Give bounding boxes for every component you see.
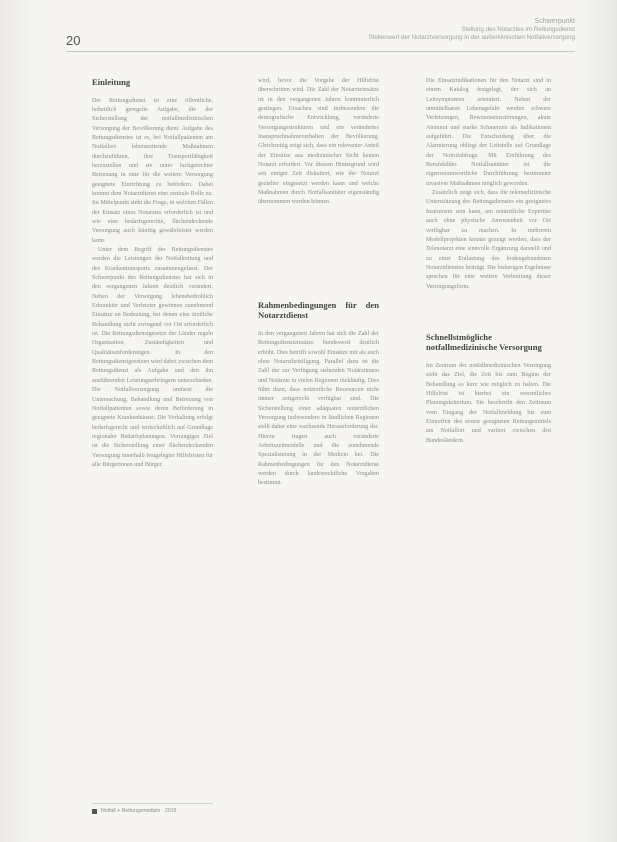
paragraph: Die Einsatzindikationen für den Notarzt sind in einem Katalog festgelegt, der sich an Leitsymptomen orientiert. Neben der unmittelbaren Lebensgefahr werden schwere Verletzungen, Bewusstseinsstörungen, akute Atemnot und starke Schmerzen als Indikationen aufgeführt. Die Entscheidung über die Alarmierung obliegt der Leitstelle auf Grundlage der Notrufabfrage. Mit Einführung des Berufsbildes Notfallsanitäter ist die eigenverantwortliche Durchführung bestimmter invasiver Maßnahmen möglich geworden. [426,78,551,187]
column-right [426,77,551,446]
footer-square-icon [92,809,97,814]
header-title-line1: Stellung des Notarztes im Rettungsdienst [461,26,575,33]
paragraph: Zusätzlich zeigt sich, dass die telemedizinische Unterstützung des Rettungsdienstes ein geeignetes Instrument sein kann, um notärztliche Expertise auch ohne physische Anwesenheit vor Ort verfügbar zu machen. In mehreren Modellprojekten konnte gezeigt werden, dass der Telenotarzt eine sinnvolle Ergänzung darstellt und zu einer Entlastung des bodengebundenen Notarztdienstes beiträgt. Die bisherigen Ergebnisse sprechen für eine weitere Verbreitung dieser Versorgungsform. [426,190,551,290]
footer-text: Notfall + Rettungsmedizin · 2019 [101,808,177,814]
paragraph: Unter dem Begriff des Rettungsdienstes werden die Leistungen der Notfallrettung und des Krankentransports zusammengefasst. Der Schwerpunkt des Rettungsdienstes hat sich in den vergangenen Jahren deutlich verändert. Neben der Versorgung lebensbedrohlich Erkrankter und Verletzter gewinnen zunehmend Einsätze an Bedeutung, bei denen eine ärztliche Behandlung nicht zwingend vor Ort erforderlich ist. Die Rettungsdienstgesetze der Länder regeln Organisation, Zuständigkeiten und Qualitätsanforderungen. In den Rettungsdienstgesetzen wird dabei zwischen dem Rettungsdienst als Aufgabe und den ihn ausführenden Leistungserbringern unterschieden. Die Notfallversorgung umfasst die Untersuchung, Behandlung und Betreuung von Notfallpatienten sowie deren Beförderung in geeignete Krankenhäuser. Die Vorhaltung erfolgt bedarfsgerecht und wirtschaftlich auf Grundlage regionaler Bedarfsplanungen. Vorrangiges Ziel ist die Sicherstellung einer flächendeckenden Versorgung innerhalb festgelegter Hilfsfristen für alle Bürgerinnen und Bürger. [92,247,213,468]
paragraph: Im Zentrum der notfallmedizinischen Versorgung steht das Ziel, die Zeit bis zum Beginn der Behandlung so kurz wie möglich zu halten. Die Hilfsfrist ist hierbei ein wesentliches Planungskriterium. Sie beschreibt den Zeitraum vom Eingang der Notfallmeldung bis zum Eintreffen des ersten geeigneten Rettungsmittels am Notfallort und variiert zwischen den Bundesländern. [426,362,551,444]
heading-rahmenbedingungen: Rahmenbedingungen für den Notarztdienst [258,299,379,321]
header-section: Schwerpunkt [534,18,575,25]
header-title-line2: Stellenwert der Notarztversorgung in der außerklinischen Notfallversorgung [368,34,575,41]
running-header [369,18,575,42]
column-left [92,77,213,470]
page-number: 20 [66,33,81,48]
footer-divider [92,803,213,804]
page-footer [92,808,176,814]
header-divider [66,51,575,52]
paragraph: In den vergangenen Jahren hat sich die Zahl der Rettungsdiensteinsätze bundesweit deutlich erhöht. Dies betrifft sowohl Einsätze mit als auch ohne Notarztbeteiligung. Parallel dazu ist die Zahl der zur Verfügung stehenden Notärztinnen und Notärzte in vielen Regionen rückläufig. Dies führt dazu, dass notärztliche Ressourcen nicht immer zeitgerecht verfügbar sind. Die Sicherstellung einer adäquaten notärztlichen Versorgung insbesondere in ländlichen Regionen stellt daher eine wachsende Herausforderung dar. Hierzu tragen auch veränderte Arbeitszeitmodelle und die zunehmende Spezialisierung in der Medizin bei. Die Rahmenbedingungen für den Notarztdienst werden durch landesrechtliche Vorgaben bestimmt. [258,330,379,487]
paragraph: Der Rettungsdienst ist eine öffentliche, hoheitlich geregelte Aufgabe, die der Sicherstellung der notfallmedizinischen Versorgung der Bevölkerung dient. Aufgabe des Rettungsdienstes ist es, bei Notfallpatienten am Notfallort lebensrettende Maßnahmen durchzuführen, ihre Transportfähigkeit herzustellen und sie unter fachgerechter Betreuung in eine für die weitere Versorgung geeignete Einrichtung zu befördern. Dabei kommt dem Notarztdienst eine zentrale Rolle zu. Im Mittelpunkt steht die Frage, in welchen Fällen der Einsatz eines Notarztes erforderlich ist und wie eine bedarfsgerechte, flächendeckende Versorgung auch künftig gewährleistet werden kann. [92,97,213,244]
column-middle [258,77,379,489]
heading-schnellstmoegliche-versorgung: Schnellstmögliche notfallmedizinische Versorgung [426,331,542,353]
heading-einleitung: Einleitung [92,77,131,87]
paragraph: wird, bevor die Vorgabe der Hilfsfrist überschritten wird. Die Zahl der Notarzteinsätze ist in den vergangenen Jahren kontinuierlich gestiegen. Ursachen sind insbesondere die demografische Entwicklung, veränderte Versorgungsstrukturen und ein verändertes Inanspruchnahmeverhalten der Bevölkerung. Gleichzeitig zeigt sich, dass ein relevanter Anteil der Einsätze aus medizinischer Sicht keinen Notarzt erfordert. Vor diesem Hintergrund wird seit einiger Zeit diskutiert, wie der Notarzt gezielter eingesetzt werden kann und welche Maßnahmen durch Notfallsanitäter eigenständig übernommen werden können. [258,78,379,206]
